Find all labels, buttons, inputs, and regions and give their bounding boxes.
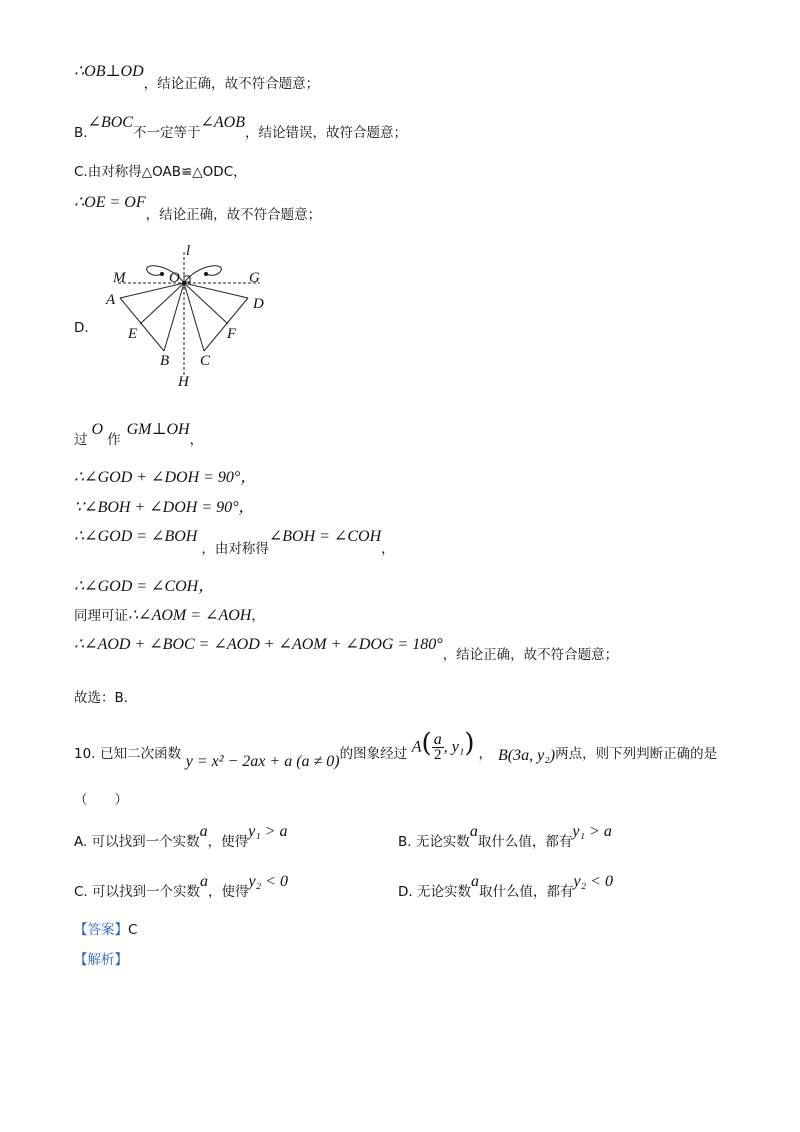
line-5-label: D. <box>74 320 89 336</box>
label-H: H <box>178 374 189 390</box>
point-A: A( $\frac{a}{2}$ , y₁) <box>411 728 475 763</box>
analysis-line <box>74 950 128 970</box>
point-B: B(3a, y₂) <box>498 746 556 764</box>
line-11 <box>74 606 265 626</box>
text: B. <box>74 125 88 141</box>
label-B: B <box>160 353 170 369</box>
label-F: F <box>227 326 237 342</box>
line-10: ∴∠GOD = ∠COH， <box>74 578 215 595</box>
option-d <box>398 872 613 900</box>
answer-value: C <box>128 922 138 938</box>
text: D. 无论实数 <box>398 884 471 900</box>
option-c <box>74 872 288 900</box>
line-13: 故选：B． <box>74 690 138 706</box>
text: 同理可证 <box>74 608 128 624</box>
text: ，结论正确，故不符合题意； <box>143 76 320 92</box>
label-M: M <box>113 270 126 286</box>
math: a <box>469 823 478 840</box>
text: 取什么值，都有 <box>478 884 574 900</box>
math: y₂ < 0 <box>573 873 613 890</box>
label-E: E <box>128 326 138 342</box>
text: B. 无论实数 <box>398 834 470 850</box>
text: ，结论正确，故不符合题意； <box>145 207 322 223</box>
line-1 <box>74 62 320 92</box>
text: ，使得 <box>207 834 249 850</box>
text: ， <box>189 432 204 448</box>
math: ∠BOH = ∠COH <box>268 528 382 545</box>
line-3: C.由对称得△OAB≌△ODC， <box>74 164 247 180</box>
math: , y₁ <box>443 738 465 756</box>
math: y₁ > a <box>572 823 612 840</box>
text: 作 <box>107 432 121 448</box>
line-7: ∴∠GOD + ∠DOH = 90°， <box>74 469 257 486</box>
math: ∴∠GOD = ∠BOH <box>74 528 198 545</box>
answer-line <box>74 920 137 940</box>
answer-tag: 【答案】 <box>74 922 128 938</box>
text: 过 <box>74 432 88 448</box>
text: 取什么值，都有 <box>477 834 573 850</box>
math: y₂ < 0 <box>248 873 288 890</box>
text: C. 可以找到一个实数 <box>74 884 201 900</box>
label-A: A <box>106 292 116 308</box>
math: GM⊥OH <box>126 421 190 438</box>
math: y₁ > a <box>248 823 288 840</box>
math: ∴OB⊥OD <box>74 63 144 80</box>
dashed-lines <box>118 252 260 375</box>
math: O <box>91 421 104 438</box>
math: ∴OE = OF <box>74 194 146 211</box>
text: 的图象经过 <box>339 745 408 762</box>
geometry-figure <box>100 238 280 398</box>
math: a <box>199 823 208 840</box>
line-2 <box>74 113 407 141</box>
math: ∠BOC <box>87 114 133 131</box>
line-4 <box>74 193 322 223</box>
line-8: ∵∠BOH + ∠DOH = 90°， <box>74 499 255 516</box>
question-paren: （ ） <box>74 792 128 808</box>
text: ，使得 <box>208 884 249 900</box>
label-O: O <box>169 270 180 286</box>
math: a <box>200 873 209 890</box>
math: ∠AOB <box>200 114 245 131</box>
option-a <box>74 822 288 850</box>
math-function: y = x² − 2ax + a (a ≠ 0) <box>185 752 340 770</box>
analysis-tag: 【解析】 <box>74 952 128 968</box>
line-6 <box>74 420 204 448</box>
text: 已知二次函数 <box>100 745 182 762</box>
math: A <box>411 738 422 756</box>
label-D: D <box>253 296 264 312</box>
fraction <box>432 732 444 763</box>
text: ， <box>251 608 265 624</box>
text: 两点，则下列判断正确的是 <box>555 745 718 762</box>
math: ∴∠AOM = ∠AOH <box>128 607 252 624</box>
numerator: a <box>433 731 442 748</box>
text: 不一定等于 <box>132 125 201 141</box>
option-b <box>398 822 612 850</box>
text: ， <box>381 541 395 557</box>
line-9 <box>74 527 395 557</box>
label-l: l <box>186 243 191 259</box>
question-number: 10. <box>74 745 96 762</box>
math: ∴∠AOD + ∠BOC = ∠AOD + ∠AOM + ∠DOG = 180° <box>74 636 443 653</box>
question-10-stem: 10. 已知二次函数 y = x² − 2ax + a (a ≠ 0)的图象经过 A( $\frac{a}{2}$ , y₁) ， B(3a, y₂)两点，则下列判断正确的是 <box>74 728 718 770</box>
math: a <box>470 873 479 890</box>
text: A. 可以找到一个实数 <box>74 834 200 850</box>
text: ，由对称得 <box>201 541 269 557</box>
text: ，结论正确，故不符合题意； <box>442 647 619 663</box>
line-12 <box>74 635 619 663</box>
denominator: 2 <box>433 747 442 763</box>
text: ，结论错误，故符合题意； <box>244 125 407 141</box>
label-C: C <box>200 353 211 369</box>
label-G: G <box>249 270 260 286</box>
